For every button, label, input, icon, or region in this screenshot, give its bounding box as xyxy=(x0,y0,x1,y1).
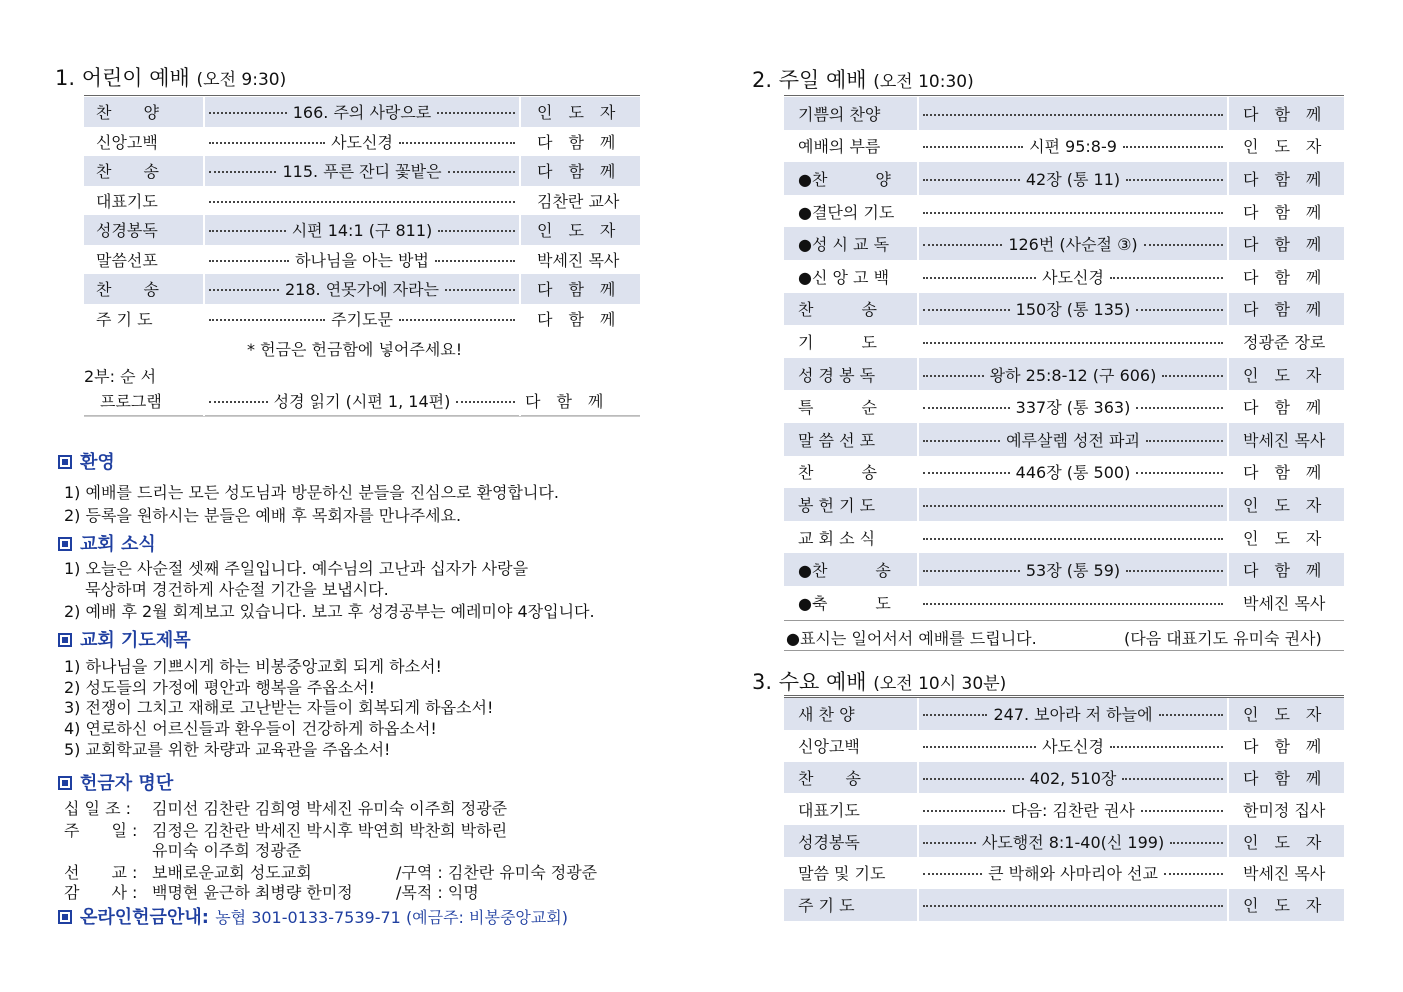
children-row-leader: 다 함 께 xyxy=(520,127,640,157)
main-row-leader: 박세진 목사 xyxy=(1228,586,1344,619)
wed-row-leader: 다 함 께 xyxy=(1228,762,1344,794)
main-order-table xyxy=(784,97,1344,619)
donor-thanks-names: 백명현 윤근하 최병량 한미정 xyxy=(152,883,353,902)
main-row-content-text: 사도신경 xyxy=(1042,267,1104,287)
part2-row-content-text: 성경 읽기 (시편 1, 14편) xyxy=(273,392,451,412)
children-row-label: 말씀선포 xyxy=(84,245,204,275)
wed-order-table xyxy=(784,698,1344,921)
main-row-content xyxy=(918,553,1228,586)
donor-purpose: /목적 : 익명 xyxy=(396,883,479,902)
main-row-content xyxy=(918,521,1228,554)
wed-row-content xyxy=(918,857,1228,889)
children-row-leader: 다 함 께 xyxy=(520,304,640,334)
children-row-content-text: 사도신경 xyxy=(331,132,393,152)
main-row-content xyxy=(918,162,1228,195)
main-row-leader: 다 함 께 xyxy=(1228,260,1344,293)
children-service-time: (오전 9:30) xyxy=(196,70,287,90)
wed-row-content-text: 사도신경 xyxy=(1042,737,1104,757)
donors-heading xyxy=(58,769,173,795)
church-news-heading-text: 교회 소식 xyxy=(80,534,156,555)
prayer-line-1: 1) 하나님을 기쁘시게 하는 비봉중앙교회 되게 하소서! xyxy=(64,657,442,676)
main-row-content-text: 예루살렘 성전 파괴 xyxy=(1006,430,1140,450)
main-row-label: 기 도 xyxy=(784,325,918,358)
donor-mission-label: 선 교 : xyxy=(64,863,138,882)
welcome-heading-text: 환영 xyxy=(80,452,115,473)
next-prayer-note: (다음 대표기도 유미숙 권사) xyxy=(1124,629,1322,648)
main-row xyxy=(784,325,1344,358)
main-row xyxy=(784,586,1344,619)
main-row-label: ●찬 양 xyxy=(784,162,918,195)
main-row-content xyxy=(918,423,1228,456)
children-row-content xyxy=(204,245,520,275)
children-service-title xyxy=(55,62,286,92)
children-row-label: 찬 송 xyxy=(84,274,204,304)
wed-row-leader: 박세진 목사 xyxy=(1228,857,1344,889)
square-bullet-icon xyxy=(58,776,72,790)
prayer-heading-text: 교회 기도제목 xyxy=(80,630,191,651)
wed-service-time: (오전 10시 30분) xyxy=(873,674,1007,694)
wed-row-content xyxy=(918,698,1228,730)
main-row-leader: 다 함 께 xyxy=(1228,456,1344,489)
square-bullet-icon xyxy=(58,910,72,924)
children-row-content-text: 166. 주의 사랑으로 xyxy=(292,103,432,123)
children-row-content xyxy=(204,215,520,245)
main-service-time: (오전 10:30) xyxy=(873,72,974,92)
wed-row-content-text: 다음: 김찬란 권사 xyxy=(1011,800,1135,820)
main-row-content-text: 42장 (통 11) xyxy=(1025,169,1121,189)
main-row xyxy=(784,130,1344,163)
part2-row-label: 프로그램 xyxy=(84,387,204,415)
main-row-leader: 다 함 께 xyxy=(1228,390,1344,423)
main-row-leader: 인 도 자 xyxy=(1228,130,1344,163)
donor-tithe-names: 김미선 김찬란 김희영 박세진 유미숙 이주희 정광준 xyxy=(152,799,508,818)
main-row xyxy=(784,162,1344,195)
main-row xyxy=(784,358,1344,391)
children-row xyxy=(84,127,640,157)
main-row-label: ●찬 송 xyxy=(784,553,918,586)
main-bottom-rule xyxy=(784,620,1344,621)
main-row-content xyxy=(918,456,1228,489)
main-row-content-text: 왕하 25:8-12 (구 606) xyxy=(989,365,1157,385)
wed-row-label: 대표기도 xyxy=(784,793,918,825)
main-row-content xyxy=(918,488,1228,521)
children-row-content xyxy=(204,186,520,216)
main-row-label: 기쁨의 찬양 xyxy=(784,97,918,130)
wed-row-leader: 다 함 께 xyxy=(1228,730,1344,762)
children-row-content xyxy=(204,156,520,186)
donor-district: /구역 : 김찬란 유미숙 정광준 xyxy=(396,863,598,882)
main-row xyxy=(784,521,1344,554)
offering-note: * 헌금은 헌금함에 넣어주세요! xyxy=(247,340,463,359)
wed-row-content-text: 247. 보아라 저 하늘에 xyxy=(993,705,1153,725)
church-news-line-3: 2) 예배 후 2월 회계보고 있습니다. 보고 후 성경공부는 예레미야 4장입니다. xyxy=(64,602,595,621)
main-row-leader: 다 함 께 xyxy=(1228,162,1344,195)
wed-row-label: 찬 송 xyxy=(784,762,918,794)
main-row-content-text: 53장 (통 59) xyxy=(1025,561,1121,581)
wed-row-content xyxy=(918,730,1228,762)
prayer-line-3: 3) 전쟁이 그치고 재해로 고난받는 자들이 회복되게 하옵소서! xyxy=(64,698,494,717)
main-row-content xyxy=(918,260,1228,293)
square-bullet-icon xyxy=(58,537,72,551)
part2-row xyxy=(84,387,640,415)
main-row xyxy=(784,227,1344,260)
children-row-leader: 김찬란 교사 xyxy=(520,186,640,216)
prayer-heading xyxy=(58,626,191,652)
wed-service-title-text: 3. 수요 예배 xyxy=(752,670,867,694)
children-row-content-text: 주기도문 xyxy=(331,309,393,329)
main-row-leader: 다 함 께 xyxy=(1228,553,1344,586)
main-row-leader: 인 도 자 xyxy=(1228,358,1344,391)
wed-row-content-text: 402, 510장 xyxy=(1029,768,1117,788)
online-offering-label: 온라인헌금안내: xyxy=(80,907,209,928)
wed-service-title xyxy=(752,666,1006,696)
children-row xyxy=(84,215,640,245)
wed-row-leader: 인 도 자 xyxy=(1228,698,1344,730)
main-row xyxy=(784,423,1344,456)
children-row-content-text: 115. 푸른 잔디 꽃밭은 xyxy=(282,162,442,182)
main-row xyxy=(784,293,1344,326)
wed-row-content xyxy=(918,825,1228,857)
children-row-content-text: 하나님을 아는 방법 xyxy=(295,250,429,270)
children-row-content xyxy=(204,127,520,157)
children-service-title-text: 1. 어린이 예배 xyxy=(55,66,190,90)
wed-row-content xyxy=(918,889,1228,921)
main-row-leader: 다 함 께 xyxy=(1228,227,1344,260)
welcome-line-1: 1) 예배를 드리는 모든 성도님과 방문하신 분들을 진심으로 환영합니다. xyxy=(64,483,559,502)
main-row xyxy=(784,260,1344,293)
children-row-content-text: 218. 연못가에 자라는 xyxy=(285,280,439,300)
main-row-content-text: 337장 (통 363) xyxy=(1015,398,1131,418)
main-row xyxy=(784,390,1344,423)
main-row-content xyxy=(918,390,1228,423)
children-row xyxy=(84,186,640,216)
main-row xyxy=(784,456,1344,489)
main-row-label: 성 경 봉 독 xyxy=(784,358,918,391)
donor-tithe xyxy=(64,796,507,819)
children-row-label: 주 기 도 xyxy=(84,304,204,334)
main-service-title xyxy=(752,64,974,94)
children-row-content-text: 시편 14:1 (구 811) xyxy=(291,221,433,241)
main-row-label: ●결단의 기도 xyxy=(784,195,918,228)
wed-row xyxy=(784,698,1344,730)
main-row-label: ●축 도 xyxy=(784,586,918,619)
main-row-leader: 다 함 께 xyxy=(1228,293,1344,326)
children-order-table xyxy=(84,97,640,333)
donor-thanks xyxy=(64,880,353,903)
online-offering-account: 농협 301-0133-7539-71 (예금주: 비봉중앙교회) xyxy=(215,908,569,927)
prayer-line-5: 5) 교회학교를 위한 차량과 교육관을 주옵소서! xyxy=(64,740,391,759)
wed-row-content xyxy=(918,762,1228,794)
main-row xyxy=(784,553,1344,586)
children-row-leader: 박세진 목사 xyxy=(520,245,640,275)
children-row-label: 신앙고백 xyxy=(84,127,204,157)
wed-row-label: 주 기 도 xyxy=(784,889,918,921)
welcome-heading xyxy=(58,448,115,474)
children-row xyxy=(84,304,640,334)
donor-mission-names: 보배로운교회 성도교회 xyxy=(152,863,312,882)
part2-bottom-rule xyxy=(84,416,640,417)
children-row-leader: 인 도 자 xyxy=(520,97,640,127)
part2-label: 2부: 순 서 xyxy=(84,367,157,386)
wed-row-content-text: 큰 박해와 사마리아 선교 xyxy=(988,864,1158,884)
part2-row-content xyxy=(204,387,520,415)
wed-row-label: 새 찬 양 xyxy=(784,698,918,730)
children-row-label: 대표기도 xyxy=(84,186,204,216)
children-row-label: 찬 송 xyxy=(84,156,204,186)
main-row-label: ●신 앙 고 백 xyxy=(784,260,918,293)
wed-row-leader: 인 도 자 xyxy=(1228,825,1344,857)
children-row-leader: 인 도 자 xyxy=(520,215,640,245)
main-row-leader: 인 도 자 xyxy=(1228,521,1344,554)
wed-row xyxy=(784,730,1344,762)
main-row-leader: 박세진 목사 xyxy=(1228,423,1344,456)
children-row xyxy=(84,245,640,275)
main-row-label: ●성 시 교 독 xyxy=(784,227,918,260)
main-service-title-text: 2. 주일 예배 xyxy=(752,68,867,92)
donor-tithe-label: 십 일 조 : xyxy=(64,799,132,818)
main-row-content xyxy=(918,293,1228,326)
main-row-leader: 정광준 장로 xyxy=(1228,325,1344,358)
wed-row xyxy=(784,825,1344,857)
standing-note: ●표시는 일어서서 예배를 드립니다. xyxy=(786,629,1037,648)
main-row-label: 교 회 소 식 xyxy=(784,521,918,554)
children-row-label: 찬 양 xyxy=(84,97,204,127)
main-row-leader: 다 함 께 xyxy=(1228,97,1344,130)
main-row-label: 말 씀 선 포 xyxy=(784,423,918,456)
prayer-line-4: 4) 연로하신 어르신들과 환우들이 건강하게 하옵소서! xyxy=(64,719,437,738)
children-row xyxy=(84,274,640,304)
main-row-leader: 다 함 께 xyxy=(1228,195,1344,228)
main-row-label: 찬 송 xyxy=(784,456,918,489)
children-row xyxy=(84,97,640,127)
donors-heading-text: 헌금자 명단 xyxy=(80,773,174,794)
children-row-leader: 다 함 께 xyxy=(520,274,640,304)
wed-row-leader: 한미정 집사 xyxy=(1228,793,1344,825)
main-row-content xyxy=(918,325,1228,358)
donor-weekly-names-1: 김정은 김찬란 박세진 박시후 박연희 박찬희 박하린 xyxy=(152,821,508,840)
main-row xyxy=(784,488,1344,521)
wed-row xyxy=(784,889,1344,921)
children-row-leader: 다 함 께 xyxy=(520,156,640,186)
main-row-content xyxy=(918,130,1228,163)
church-news-line-2: 묵상하며 경건하게 사순절 기간을 보냅시다. xyxy=(64,580,389,599)
children-row-label: 성경봉독 xyxy=(84,215,204,245)
church-news-heading xyxy=(58,530,156,556)
children-row-content xyxy=(204,97,520,127)
part2-table xyxy=(84,387,640,416)
part2-row-leader: 다 함 께 xyxy=(520,387,640,415)
main-row-leader: 인 도 자 xyxy=(1228,488,1344,521)
main-row-content-text: 150장 (통 135) xyxy=(1015,300,1131,320)
donor-thanks-label: 감 사 : xyxy=(64,883,138,902)
main-row-label: 특 순 xyxy=(784,390,918,423)
wed-row xyxy=(784,857,1344,889)
standing-note-rule xyxy=(784,650,1344,651)
wed-row-content-text: 사도행전 8:1-40(신 199) xyxy=(981,832,1165,852)
main-row-content-text: 126번 (사순절 ③) xyxy=(1008,235,1138,255)
prayer-line-2: 2) 성도들의 가정에 평안과 행복을 주옵소서! xyxy=(64,678,376,697)
main-row xyxy=(784,97,1344,130)
online-offering xyxy=(58,903,568,929)
children-row xyxy=(84,156,640,186)
wed-row-content xyxy=(918,793,1228,825)
main-row-label: 예배의 부름 xyxy=(784,130,918,163)
welcome-line-2: 2) 등록을 원하시는 분들은 예배 후 목회자를 만나주세요. xyxy=(64,506,462,525)
donor-weekly-label: 주 일 : xyxy=(64,821,138,840)
main-row xyxy=(784,195,1344,228)
main-row-label: 봉 헌 기 도 xyxy=(784,488,918,521)
wed-row xyxy=(784,793,1344,825)
donor-weekly-names-2: 유미숙 이주희 정광준 xyxy=(152,841,302,860)
children-row-content xyxy=(204,304,520,334)
square-bullet-icon xyxy=(58,455,72,469)
church-news-line-1: 1) 오늘은 사순절 셋째 주일입니다. 예수님의 고난과 십자가 사랑을 xyxy=(64,559,529,578)
square-bullet-icon xyxy=(58,633,72,647)
main-row-content xyxy=(918,358,1228,391)
main-row-content xyxy=(918,97,1228,130)
main-row-content-text: 446장 (통 500) xyxy=(1015,463,1131,483)
wed-row-label: 말씀 및 기도 xyxy=(784,857,918,889)
main-row-content xyxy=(918,586,1228,619)
main-row-content xyxy=(918,227,1228,260)
wed-row xyxy=(784,762,1344,794)
children-row-content xyxy=(204,274,520,304)
main-row-label: 찬 송 xyxy=(784,293,918,326)
wed-row-label: 성경봉독 xyxy=(784,825,918,857)
main-row-content xyxy=(918,195,1228,228)
main-row-content-text: 시편 95:8-9 xyxy=(1029,137,1117,157)
wed-row-leader: 인 도 자 xyxy=(1228,889,1344,921)
wed-row-label: 신앙고백 xyxy=(784,730,918,762)
